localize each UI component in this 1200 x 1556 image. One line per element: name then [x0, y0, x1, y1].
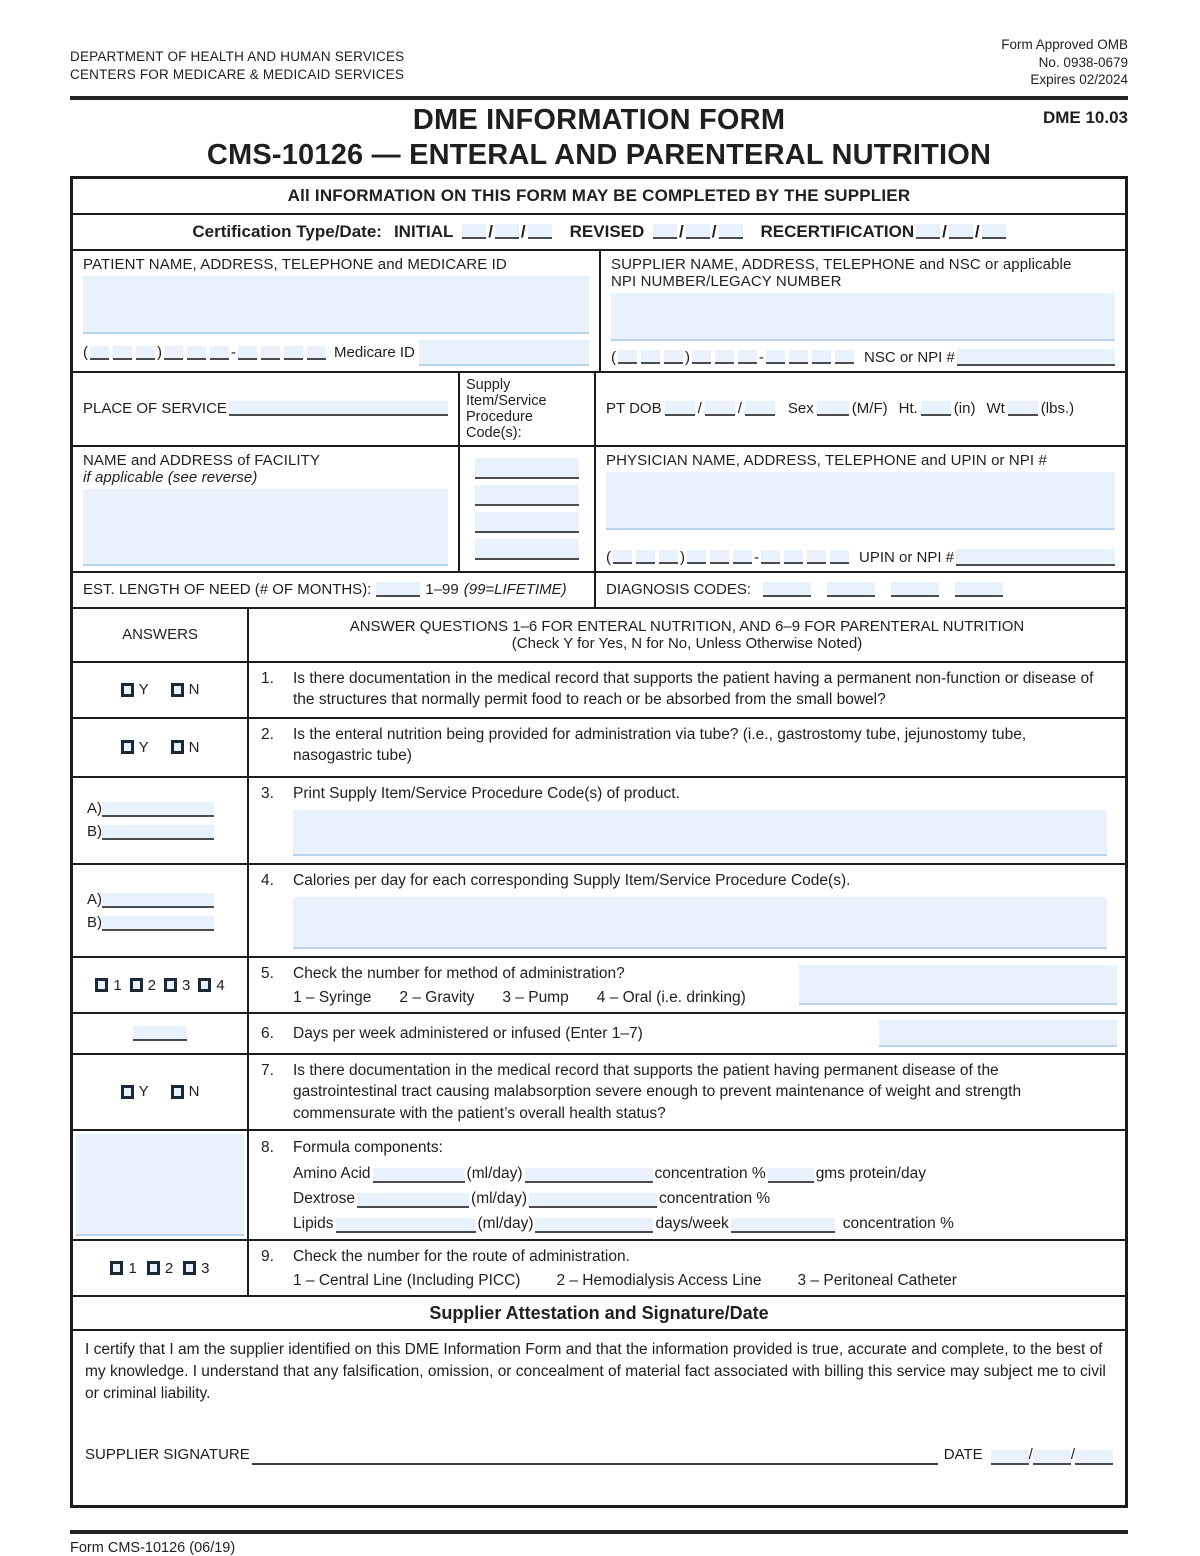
diagnosis-codes-label: DIAGNOSIS CODES: — [606, 581, 752, 599]
supplier-phone-digit[interactable] — [692, 350, 711, 364]
q2-body — [247, 719, 1125, 776]
q8-dextrose-label: Dextrose — [293, 1190, 356, 1208]
footer-divider — [70, 1530, 1128, 1534]
q7-number: 7. — [261, 1061, 274, 1079]
q5-answers — [73, 958, 247, 1011]
facility-subtitle: if applicable (see reverse) — [83, 468, 258, 486]
physician-phone-digit[interactable] — [710, 550, 729, 564]
header-divider — [70, 96, 1128, 100]
slash: / — [942, 221, 947, 241]
supplier-box — [599, 251, 1125, 371]
revised-date-day-field[interactable] — [686, 224, 710, 239]
nsc-npi-field[interactable] — [957, 349, 1115, 366]
q8-dextrose-ml-field[interactable] — [357, 1193, 469, 1208]
q2-yes-group — [121, 739, 149, 756]
q3-a-field[interactable] — [102, 802, 214, 817]
supply-codes-label: Supply Item/Service Procedure Code(s): — [466, 376, 547, 441]
q5-choice-3-checkbox[interactable] — [164, 978, 177, 992]
supply-code-field-2[interactable] — [475, 485, 579, 506]
upin-npi-field[interactable] — [956, 549, 1115, 566]
q4-body — [247, 865, 1125, 956]
diagnosis-code-field-1[interactable] — [763, 582, 811, 597]
sex-hint: (M/F) — [851, 400, 888, 418]
supplier-phone-digit[interactable] — [618, 350, 637, 364]
slash: / — [679, 221, 684, 241]
q9-choice-1-checkbox[interactable] — [110, 1261, 123, 1275]
physician-phone-digit[interactable] — [687, 550, 706, 564]
q8-body — [247, 1131, 1125, 1239]
q9-choice-3-label: 3 — [201, 1259, 210, 1277]
patient-phone-digit[interactable] — [261, 346, 280, 360]
revised-date-year-field[interactable] — [719, 224, 743, 239]
q8-amino-acid-tail: gms protein/day — [815, 1165, 926, 1183]
dme-code: DME 10.03 — [1042, 107, 1128, 127]
patient-phone-digit[interactable] — [113, 346, 132, 360]
physician-phone-digit[interactable] — [830, 550, 849, 564]
initial-label: INITIAL — [393, 221, 454, 241]
q5-option-4: 4 – Oral (i.e. drinking) — [596, 988, 746, 1006]
patient-phone-digit[interactable] — [164, 346, 183, 360]
q1-yes-group — [121, 681, 149, 698]
signature-line — [85, 1444, 1113, 1465]
physician-box — [594, 447, 1125, 571]
physician-phone-digit[interactable] — [659, 550, 678, 564]
dash: - — [754, 548, 759, 566]
q2-text: Is the enteral nutrition being provided for administration via tube? (i.e., gastrostomy tube, jejunostomy tube, nasogastric tube) — [293, 725, 1027, 765]
initial-date-group — [394, 222, 552, 242]
q8-answers — [73, 1131, 247, 1239]
q7-answers — [73, 1055, 247, 1129]
q3-answers — [73, 778, 247, 863]
dash: - — [759, 348, 764, 366]
physician-phone-digit[interactable] — [636, 550, 655, 564]
physician-phone-digit[interactable] — [613, 550, 632, 564]
omb-line-3: Expires 02/2024 — [1030, 72, 1128, 88]
q7-yes-label: Y — [138, 1083, 149, 1101]
patient-phone-digit[interactable] — [284, 346, 303, 360]
length-of-need-field[interactable] — [376, 582, 420, 597]
recertification-label: RECERTIFICATION — [760, 221, 915, 241]
q5-option-3: 3 – Pump — [502, 988, 569, 1006]
agency-line-2: CENTERS FOR MEDICARE & MEDICAID SERVICES — [70, 67, 405, 83]
slash: / — [488, 221, 493, 241]
facility-title: NAME and ADDRESS of FACILITY — [83, 451, 321, 469]
physician-phone-digit[interactable] — [733, 550, 752, 564]
q5-choice-2-checkbox[interactable] — [130, 978, 143, 992]
q8-amino-acid-unit: (ml/day) — [466, 1165, 523, 1183]
q8-amino-acid-gms-field[interactable] — [768, 1168, 814, 1183]
form-title: DME INFORMATION FORM — [412, 103, 786, 136]
paren: ) — [157, 344, 162, 362]
questions-header-line2: (Check Y for Yes, N for No, Unless Otherwise Noted) — [511, 634, 863, 652]
dob-year-field[interactable] — [745, 401, 775, 416]
place-of-service-cell — [73, 373, 458, 445]
q8-lipids-tail: concentration % — [842, 1215, 954, 1233]
q5-entry-field[interactable] — [799, 965, 1117, 1004]
q1-answers — [73, 663, 247, 717]
nsc-npi-label: NSC or NPI # — [864, 348, 955, 366]
q5-choice-4-group — [198, 977, 224, 994]
q3-a-label: A) — [87, 800, 102, 818]
q1-no-label: N — [188, 681, 200, 699]
q8-dextrose-unit: (ml/day) — [471, 1190, 528, 1208]
q4-text: Calories per day for each corresponding Supply Item/Service Procedure Code(s). — [293, 872, 851, 890]
supply-codes-box — [458, 447, 594, 571]
q2-yes-checkbox[interactable] — [121, 740, 134, 754]
q9-choice-3-checkbox[interactable] — [183, 1261, 196, 1275]
supplier-info-field[interactable] — [611, 293, 1115, 341]
form-box — [70, 176, 1128, 1509]
q8-dextrose-mid: concentration % — [659, 1190, 771, 1208]
q5-choice-1-checkbox[interactable] — [95, 978, 108, 992]
physician-phone-digit[interactable] — [784, 550, 803, 564]
patient-phone-digit[interactable] — [90, 346, 109, 360]
supply-code-field-3[interactable] — [475, 512, 579, 533]
q2-number: 2. — [261, 725, 274, 743]
q9-body — [247, 1241, 1125, 1295]
q9-choice-2-label: 2 — [164, 1259, 174, 1277]
revised-date-group — [570, 222, 743, 242]
medicare-id-label: Medicare ID — [334, 344, 415, 362]
q5-body — [247, 958, 1125, 1011]
initial-date-month-field[interactable] — [462, 224, 486, 239]
patient-title: PATIENT NAME, ADDRESS, TELEPHONE and MEDICARE ID — [83, 255, 507, 273]
q3-number: 3. — [261, 784, 274, 802]
q3-b-field[interactable] — [102, 825, 214, 840]
diagnosis-code-field-2[interactable] — [827, 582, 875, 597]
q7-no-group — [171, 1083, 200, 1100]
agency-block — [70, 36, 404, 84]
q8-lipids-conc-field[interactable] — [731, 1218, 835, 1233]
supplier-phone-digit[interactable] — [664, 350, 683, 364]
q2-answers — [73, 719, 247, 776]
diagnosis-code-field-4[interactable] — [955, 582, 1003, 597]
recertification-date-group — [761, 222, 1006, 242]
attestation-body — [73, 1329, 1125, 1505]
supplier-phone-digit[interactable] — [812, 350, 831, 364]
initial-date-year-field[interactable] — [528, 224, 552, 239]
supplier-phone-digit[interactable] — [738, 350, 757, 364]
q8-number: 8. — [261, 1138, 274, 1156]
q9-choice-2-group — [147, 1260, 173, 1277]
q8-lipids-ml-field[interactable] — [336, 1218, 476, 1233]
supplier-phone-digit[interactable] — [789, 350, 808, 364]
dob-month-field[interactable] — [665, 401, 695, 416]
paren: ) — [685, 348, 690, 366]
questions-header — [247, 609, 1125, 661]
paren: ( — [606, 548, 611, 566]
q8-lipids-days-field[interactable] — [535, 1218, 653, 1233]
q6-number: 6. — [261, 1024, 274, 1042]
q9-choice-2-checkbox[interactable] — [147, 1261, 160, 1275]
patient-phone-digit[interactable] — [136, 346, 155, 360]
q8-lipids-label: Lipids — [293, 1215, 334, 1233]
q6-answers — [73, 1014, 247, 1053]
length-of-need-cell — [73, 573, 594, 607]
q4-b-label: B) — [87, 913, 102, 931]
q8-amino-acid-mid: concentration % — [654, 1165, 766, 1183]
place-of-service-label: PLACE OF SERVICE — [83, 400, 227, 418]
slash: / — [1028, 1445, 1033, 1463]
answers-header: ANSWERS — [122, 626, 198, 644]
supply-code-field-1[interactable] — [475, 458, 579, 479]
q9-choice-1-label: 1 — [128, 1259, 137, 1277]
paren: ( — [611, 348, 616, 366]
q1-yes-checkbox[interactable] — [121, 683, 134, 697]
paren: ) — [680, 548, 685, 566]
q9-choice-3-group — [183, 1260, 209, 1277]
sex-field[interactable] — [817, 401, 849, 416]
q5-choice-1-label: 1 — [113, 976, 122, 994]
height-label: Ht. — [898, 400, 918, 418]
q2-no-checkbox[interactable] — [171, 740, 184, 754]
q7-body — [247, 1055, 1125, 1129]
slash: / — [520, 221, 526, 241]
dob-label: PT DOB — [606, 400, 662, 418]
dash: - — [231, 344, 236, 362]
omb-line-2: No. 0938-0679 — [1038, 54, 1128, 70]
q9-number: 9. — [261, 1248, 274, 1266]
q6-answer-field[interactable] — [133, 1026, 187, 1041]
q2-no-group — [171, 739, 200, 756]
q6-body — [247, 1014, 1125, 1053]
date-label: DATE — [943, 1445, 983, 1463]
sig-date-day-field[interactable] — [1033, 1450, 1071, 1465]
weight-label: Wt — [986, 400, 1005, 418]
q9-answers — [73, 1241, 247, 1295]
q5-choice-3-group — [164, 977, 190, 994]
supply-code-field-4[interactable] — [475, 539, 579, 560]
questions-header-line1: ANSWER QUESTIONS 1–6 FOR ENTERAL NUTRITION, AND 6–9 FOR PARENTERAL NUTRITION — [349, 617, 1025, 635]
revised-label: REVISED — [569, 221, 645, 241]
q4-a-field[interactable] — [102, 893, 214, 908]
q8-amino-acid-line — [293, 1165, 1115, 1183]
q7-text: Is there documentation in the medical record that supports the patient having permanent disease of the gastrointestinal tract causing malabsorption severe enough to prevent maintenance of weight and strength commensurate with the patient’s overall health status? — [293, 1061, 1022, 1122]
slash: / — [1070, 1445, 1075, 1463]
q4-entry-field[interactable] — [293, 897, 1107, 949]
q9-option-1: 1 – Central Line (Including PICC) — [293, 1271, 521, 1289]
q8-amino-acid-conc-field[interactable] — [525, 1168, 653, 1183]
q1-body — [247, 663, 1125, 717]
supplier-phone-digit[interactable] — [835, 350, 854, 364]
q8-amino-acid-ml-field[interactable] — [373, 1168, 465, 1183]
patient-phone-digit[interactable] — [187, 346, 206, 360]
q8-lipids-unit: (ml/day) — [477, 1215, 534, 1233]
supplier-phone-digit[interactable] — [641, 350, 660, 364]
q5-choice-2-label: 2 — [147, 976, 156, 994]
patient-phone-digit[interactable] — [210, 346, 229, 360]
height-field[interactable] — [921, 401, 951, 416]
q4-number: 4. — [261, 872, 274, 890]
patient-box — [73, 251, 599, 371]
facility-box — [73, 447, 458, 571]
q1-yes-label: Y — [138, 681, 149, 699]
q8-dextrose-conc-field[interactable] — [529, 1193, 657, 1208]
attestation-header: Supplier Attestation and Signature/Date — [73, 1295, 1125, 1329]
patient-phone-digit[interactable] — [307, 346, 326, 360]
sex-label: Sex — [787, 400, 814, 418]
q2-no-label: N — [188, 738, 200, 756]
supplier-signature-label: SUPPLIER SIGNATURE — [85, 1445, 250, 1463]
footer-form-number: Form CMS-10126 (06/19) — [70, 1540, 236, 1556]
q8-answer-field[interactable] — [76, 1134, 244, 1236]
medicare-id-field[interactable] — [419, 340, 589, 366]
slash: / — [974, 221, 980, 241]
recert-date-month-field[interactable] — [916, 224, 940, 239]
certification-row — [73, 213, 1125, 249]
supply-codes-header — [458, 373, 594, 445]
q8-text: Formula components: — [293, 1138, 443, 1156]
q5-number: 5. — [261, 965, 274, 983]
q1-text: Is there documentation in the medical record that supports the patient having a permanent non-function or disease of the structures that normally permit food to reach or be absorbed from the small bowel? — [293, 669, 1094, 709]
q8-lipids-line — [293, 1215, 1115, 1233]
q3-b-label: B) — [87, 823, 102, 841]
q7-no-label: N — [188, 1083, 200, 1101]
omb-block — [1001, 36, 1128, 89]
q3-text: Print Supply Item/Service Procedure Code(s) of product. — [293, 784, 680, 802]
physician-title: PHYSICIAN NAME, ADDRESS, TELEPHONE and UPIN or NPI # — [606, 451, 1047, 469]
sig-date-month-field[interactable] — [991, 1450, 1029, 1465]
agency-line-1: DEPARTMENT OF HEALTH AND HUMAN SERVICES — [70, 49, 405, 64]
q5-choice-1-group — [95, 977, 121, 994]
q7-yes-group — [121, 1083, 149, 1100]
dob-day-field[interactable] — [705, 401, 735, 416]
diagnosis-codes-cell — [594, 573, 1125, 607]
q1-no-checkbox[interactable] — [171, 683, 184, 697]
physician-phone-digit[interactable] — [807, 550, 826, 564]
sig-date-year-field[interactable] — [1075, 1450, 1113, 1465]
q5-option-2: 2 – Gravity — [399, 988, 475, 1006]
q2-yes-label: Y — [138, 738, 149, 756]
length-of-need-label: EST. LENGTH OF NEED (# OF MONTHS): — [83, 581, 372, 599]
q5-text: Check the number for method of administration? — [293, 965, 625, 983]
omb-line-1: Form Approved OMB — [1001, 37, 1128, 52]
q8-dextrose-line — [293, 1190, 1115, 1208]
q1-no-group — [171, 681, 200, 698]
q6-entry-field[interactable] — [879, 1020, 1117, 1047]
q6-text: Days per week administered or infused (Enter 1–7) — [293, 1024, 643, 1042]
supplier-phone-digit[interactable] — [715, 350, 734, 364]
physician-phone-digit[interactable] — [761, 550, 780, 564]
facility-info-field[interactable] — [83, 489, 448, 566]
patient-phone-digit[interactable] — [238, 346, 257, 360]
q5-choice-4-label: 4 — [216, 976, 225, 994]
q9-text: Check the number for the route of administration. — [293, 1248, 630, 1266]
weight-field[interactable] — [1008, 401, 1038, 416]
patient-stats-cell — [594, 373, 1125, 445]
diagnosis-code-field-3[interactable] — [891, 582, 939, 597]
q7-no-checkbox[interactable] — [171, 1085, 184, 1099]
q5-option-1: 1 – Syringe — [293, 988, 372, 1006]
need-lifetime-hint: (99=LIFETIME) — [463, 581, 567, 599]
supplier-title: SUPPLIER NAME, ADDRESS, TELEPHONE and NSC or applicable NPI NUMBER/LEGACY NUMBER — [611, 255, 1072, 290]
q9-option-2: 2 – Hemodialysis Access Line — [556, 1271, 762, 1289]
q5-choice-3-label: 3 — [182, 976, 191, 994]
certification-label: Certification Type/Date: — [192, 221, 382, 241]
weight-unit: (lbs.) — [1040, 400, 1075, 418]
place-of-service-field[interactable] — [229, 401, 448, 416]
height-unit: (in) — [953, 400, 976, 418]
q4-b-field[interactable] — [102, 916, 214, 931]
q9-choice-1-group — [110, 1260, 136, 1277]
revised-date-month-field[interactable] — [653, 224, 677, 239]
supplier-signature-field[interactable] — [252, 1449, 938, 1465]
recert-date-year-field[interactable] — [982, 224, 1006, 239]
slash: / — [737, 400, 742, 418]
slash: / — [711, 221, 717, 241]
q5-choice-4-checkbox[interactable] — [198, 978, 211, 992]
physician-info-field[interactable] — [606, 472, 1115, 530]
q8-lipids-mid: days/week — [655, 1215, 729, 1233]
q3-body — [247, 778, 1125, 863]
attestation-text: I certify that I am the supplier identified on this DME Information Form and that the information provided is true, accurate and complete, to the best of my knowledge. I understand that any falsification, omission, or concealment of material fact associated with billing this service may subject me to civil or criminal liability. — [85, 1341, 1106, 1403]
need-range: 1–99 — [425, 581, 459, 599]
q8-amino-acid-label: Amino Acid — [293, 1165, 371, 1183]
recert-date-day-field[interactable] — [949, 224, 973, 239]
supplier-phone-digit[interactable] — [766, 350, 785, 364]
paren: ( — [83, 344, 88, 362]
q1-number: 1. — [261, 669, 274, 687]
initial-date-day-field[interactable] — [495, 224, 519, 239]
patient-info-field[interactable] — [83, 276, 589, 334]
q4-a-label: A) — [87, 890, 102, 908]
q7-yes-checkbox[interactable] — [121, 1085, 134, 1099]
q4-answers — [73, 865, 247, 956]
q9-option-3: 3 – Peritoneal Catheter — [797, 1271, 957, 1289]
page-header — [70, 36, 1128, 89]
form-subtitle: CMS-10126 — ENTERAL AND PARENTERAL NUTRITION — [206, 138, 992, 171]
supplier-banner: All INFORMATION ON THIS FORM MAY BE COMPLETED BY THE SUPPLIER — [287, 185, 911, 205]
q3-entry-field[interactable] — [293, 810, 1107, 856]
q5-choice-2-group — [130, 977, 156, 994]
upin-npi-label: UPIN or NPI # — [859, 548, 955, 566]
slash: / — [697, 400, 702, 418]
